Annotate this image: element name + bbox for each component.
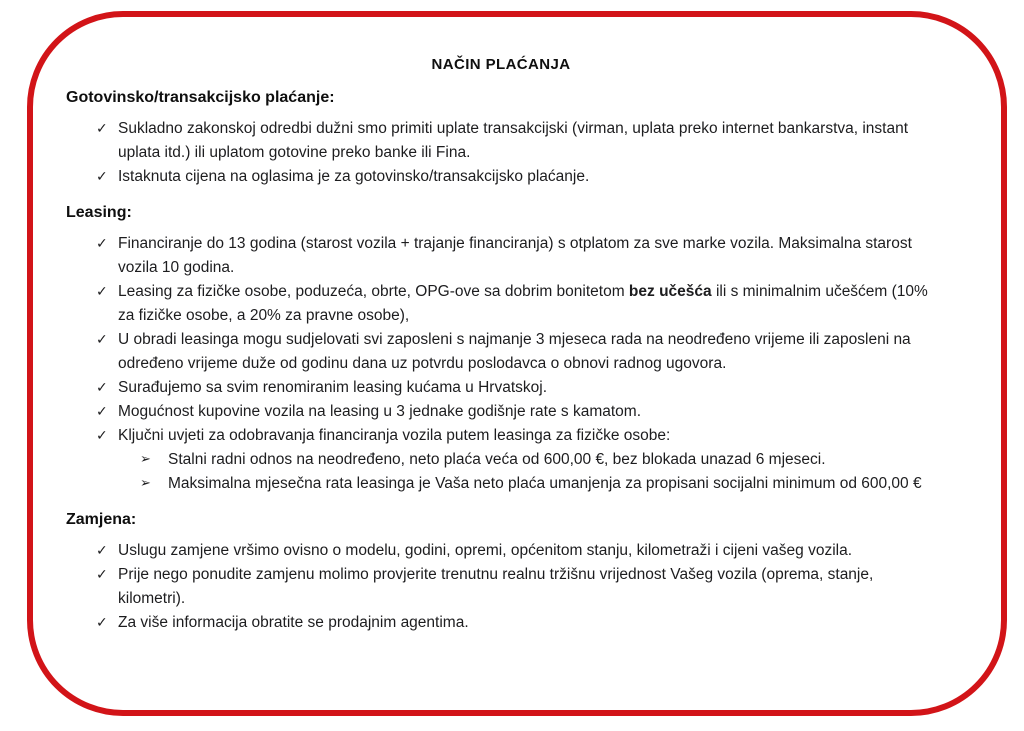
bullet-text-segment: Leasing za fizičke osobe, poduzeća, obrte, OPG-ove sa dobrim bonitetom (118, 283, 629, 300)
list-item (66, 424, 936, 448)
bullet-text: Uslugu zamjene vršimo ovisno o modelu, godini, opremi, općenitom stanju, kilometraži i cijeni vašeg vozila. (118, 542, 853, 559)
bullet-text: Sukladno zakonskoj odredbi dužni smo primiti uplate transakcijski (virman, uplata preko internet bankarstva, instant uplata itd.) ili uplatom gotovine preko banke ili Fina. (118, 120, 909, 161)
list-item (66, 539, 936, 563)
sub-list-item (66, 448, 936, 472)
section-heading-leasing: Leasing: (66, 204, 132, 221)
bullet-text-segment: ili s minimalnim učešćem (10% za fizičke osobe, a 20% za pravne osobe), (118, 283, 928, 324)
arrow-bullet-icon: ➢ (140, 476, 151, 491)
section-heading-zamjena: Zamjena: (66, 511, 137, 528)
bullet-text: Ključni uvjeti za odobravanja financiranja vozila putem leasinga za fizičke osobe: (118, 427, 671, 444)
bullet-text: U obradi leasinga mogu sudjelovati svi zaposleni s najmanje 3 mjeseca rada na neodređeno vrijeme ili zaposleni na određeno vrijeme duže od godinu dana uz potvrdu poslodavca o obnovi radnog ugovora. (118, 331, 911, 372)
bullet-text (118, 280, 936, 328)
list-item (66, 117, 936, 165)
checkmark-icon: ✓ (96, 380, 108, 396)
list-item (66, 165, 936, 189)
list-item (66, 328, 936, 376)
bullet-text: Za više informacija obratite se prodajnim agentima. (118, 614, 469, 631)
red-border-frame (27, 11, 1007, 716)
checkmark-icon: ✓ (96, 121, 108, 137)
checkmark-icon: ✓ (96, 332, 108, 348)
page-title: NAČIN PLAĆANJA (431, 56, 571, 73)
sub-list-item (66, 472, 936, 496)
list-item (66, 232, 936, 280)
bullet-text: Financiranje do 13 godina (starost vozila + trajanje financiranja) s otplatom za sve marke vozila. Maksimalna starost vozila 10 godina. (118, 235, 912, 276)
checkmark-icon: ✓ (96, 615, 108, 631)
checkmark-icon: ✓ (96, 543, 108, 559)
list-item (66, 611, 936, 635)
arrow-bullet-icon: ➢ (140, 452, 151, 467)
bullet-list-zamjena (66, 539, 936, 635)
bullet-list-leasing (66, 232, 936, 496)
checkmark-icon: ✓ (96, 428, 108, 444)
bullet-text: Mogućnost kupovine vozila na leasing u 3 jednake godišnje rate s kamatom. (118, 403, 642, 420)
list-item (66, 400, 936, 424)
section-heading-gotovinsko: Gotovinsko/transakcijsko plaćanje: (66, 89, 335, 106)
bullet-text-bold: bez učešća (628, 283, 712, 300)
checkmark-icon: ✓ (96, 284, 108, 300)
document-content (33, 17, 1001, 635)
bullet-text: Prije nego ponudite zamjenu molimo provjerite trenutnu realnu tržišnu vrijednost Vašeg vozila (oprema, stanje, kilometri). (118, 566, 874, 607)
checkmark-icon: ✓ (96, 404, 108, 420)
bullet-text: Surađujemo sa svim renomiranim leasing kućama u Hrvatskoj. (118, 379, 547, 396)
bullet-text: Istaknuta cijena na oglasima je za gotovinsko/transakcijsko plaćanje. (118, 168, 590, 185)
list-item (66, 376, 936, 400)
list-item (66, 563, 936, 611)
sub-bullet-text: Maksimalna mjesečna rata leasinga je Vaša neto plaća umanjenja za propisani socijalni minimum od 600,00 € (168, 475, 922, 492)
list-item (66, 280, 936, 328)
checkmark-icon: ✓ (96, 236, 108, 252)
bullet-list-gotovinsko (66, 117, 936, 189)
sub-bullet-text: Stalni radni odnos na neodređeno, neto plaća veća od 600,00 €, bez blokada unazad 6 mjeseci. (168, 451, 826, 468)
checkmark-icon: ✓ (96, 567, 108, 583)
checkmark-icon: ✓ (96, 169, 108, 185)
